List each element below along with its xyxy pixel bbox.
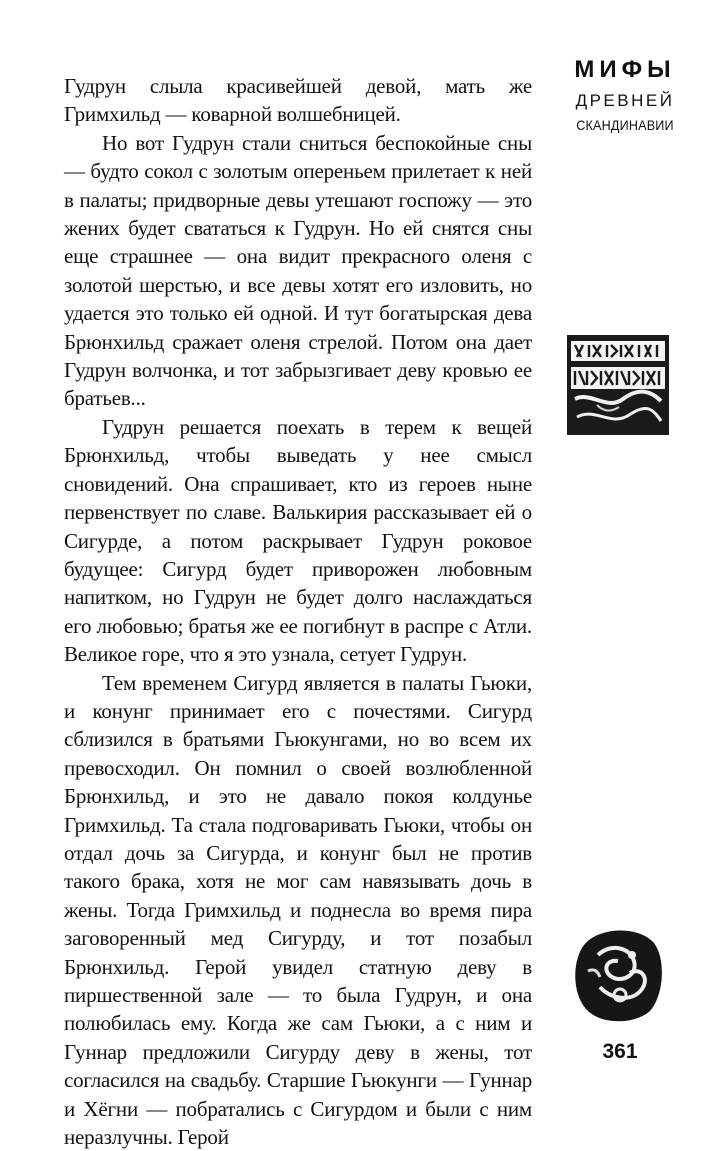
paragraph-2: Но вот Гудрун стали сниться беспокойные сны — будто сокол с золотым опереньем прилетает к ней в палаты; придворные девы утешают госпожу — это жених будет свататься к Гудрун. Но ей снятся сны еще страшнее — она видит прекрасного оленя с золотой шерстью, и все девы хотят его изловить, но удается это только ей одной. И тут богатырская дева Брюнхильд сражает оленя стрелой. Потом она дает Гудрун волчонка, и тот забрызгивает деву кровью ее братьев... — [64, 130, 532, 411]
paragraph-1: Гудрун слыла красивейшей девой, мать же Гримхильд — коварной волшебницей. — [64, 74, 532, 127]
page-number: 361 — [602, 1040, 638, 1063]
main-text-column — [64, 72, 532, 1151]
paragraph-3: Гудрун решается поехать в терем к вещей Брюнхильд, чтобы выведать у нее смысл сновидений. Она спрашивает, кто из героев ныне первенствует по славе. Валькирия рассказывает ей о Сигурде, а потом раскрывает Гудрун роковое будущее: Сигурд будет приворожен любовным напитком, но Гудрун не будет долго наслаждаться его любовью; братья же ее погибнут в распре с Атли. Великое горе, что я это узнала, сетует Гудрун. — [64, 414, 532, 667]
running-header — [560, 56, 690, 136]
header-line-2: ДРЕВНЕЙ — [575, 91, 675, 110]
header-line-1: МИФЫ — [574, 56, 676, 83]
knot-ornament-icon — [570, 925, 666, 1025]
header-line-3: СКАНДИНАВИИ — [576, 117, 674, 133]
carved-ornament-icon — [567, 335, 669, 435]
paragraph-4: Тем временем Сигурд является в палаты Гьюки, и конунг принимает его с почестями. Сигурд сблизился в братьями Гьюкунгами, но во всем их превосходил. Он помнил о своей возлюбленной Брюнхильд, и это не давало покоя колдунье Гримхильд. Та стала подговаривать Гьюки, чтобы он отдал дочь за Сигурда, и конунг был не против такого брака, хотя не мог сам навязывать дочь в жены. Тогда Гримхильд и поднесла во время пира заговоренный мед Сигурду, и тот позабыл Брюнхильд. Герой увидел статную деву в пиршественной зале — то была Гудрун, и она полюбилась ему. Когда же сам Гьюки, а с ним и Гуннар предложили Сигурду деву в жены, тот согласился на свадьбу. Старшие Гьюкунги — Гуннар и Хёгни — побратались с Сигурдом и были с ним неразлучны. Герой — [64, 670, 532, 1150]
